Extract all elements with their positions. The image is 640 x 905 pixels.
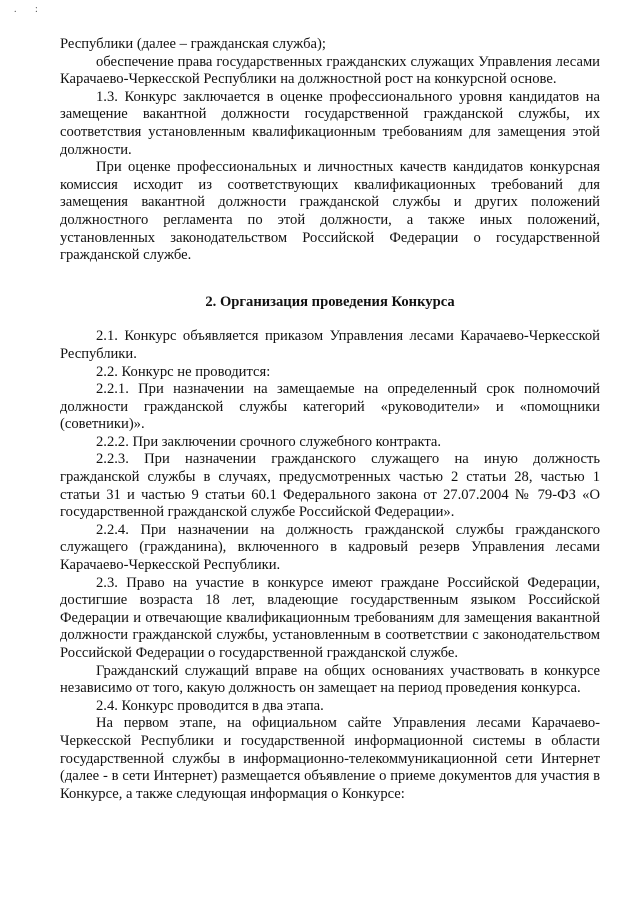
paragraph: 2.4. Конкурс проводится в два этапа.: [96, 697, 324, 714]
paragraph: 2.1. Конкурс объявляется приказом Управления лесами Карачаево-Черкесской Республики.: [60, 328, 600, 362]
section-heading: 2. Организация проведения Конкурса: [205, 293, 455, 310]
paragraph: Республики (далее – гражданская служба);: [60, 36, 326, 52]
paragraph: 2.2.4. При назначении на должность гражданской службы гражданского служащего (гражданина), включенного в кадровый резерв Управления лесами Карачаево-Черкесской Республики.: [60, 521, 600, 574]
paragraph: 2.2.1. При назначении на замещаемые на определенный срок полномочий должности гражданской службы категорий «руководители» и «помощники (советники)».: [60, 381, 600, 433]
paragraph: 2.2.3. При назначении гражданского служащего на иную должность гражданской службы в случаях, предусмотренных частью 2 статьи 28, частью 1 статьи 31 и частью 9 статьи 60.1 Федерального закона от 27.07.2004 № 79-ФЗ «О государственной гражданской службе Российской Федерации».: [60, 451, 600, 521]
spacer: [60, 311, 600, 328]
paragraph: 2.3. Право на участие в конкурсе имеют граждане Российской Федерации, достигшие возраста 18 лет, владеющие государственным языком Российской Федерации и отвечающие квалификационным требованиям для замещения вакантной должности гражданской службы, установленным в соответствии с законодательством Российской Федерации о государственной гражданской службе.: [60, 574, 600, 661]
paragraph: 2.2.2. При заключении срочного служебного контракта.: [96, 433, 442, 450]
paragraph: обеспечение права государственных гражданских служащих Управления лесами Карачаево-Черкесской Республики на должностной рост на конкурсной основе.: [60, 53, 600, 88]
document-page: [60, 36, 600, 803]
paragraph: 2.2. Конкурс не проводится:: [96, 363, 271, 380]
scan-marks: . :: [14, 4, 46, 15]
spacer: [60, 265, 600, 294]
paragraph: На первом этапе, на официальном сайте Управления лесами Карачаево-Черкесской Республики и государственной информационной системы в области государственной службы в информационно-телекоммуникационной сети Интернет (далее - в сети Интернет) размещается объявление о приеме документов для участия в Конкурсе, а также следующая информация о Конкурсе:: [60, 715, 600, 802]
paragraph: Гражданский служащий вправе на общих основаниях участвовать в конкурсе независимо от того, какую должность он замещает на период проведения конкурса.: [60, 662, 600, 697]
paragraph: 1.3. Конкурс заключается в оценке профессионального уровня кандидатов на замещение вакантной должности государственной гражданской службы, их соответствия установленным квалификационным требованиям для замещения этой должности.: [60, 88, 600, 158]
paragraph: При оценке профессиональных и личностных качеств кандидатов конкурсная комиссия исходит из соответствующих квалификационных требований для замещения вакантной должности гражданской службы и других положений должностного регламента по этой должности, а также иных положений, установленных законодательством Российской Федерации о государственной гражданской службе.: [60, 159, 600, 264]
